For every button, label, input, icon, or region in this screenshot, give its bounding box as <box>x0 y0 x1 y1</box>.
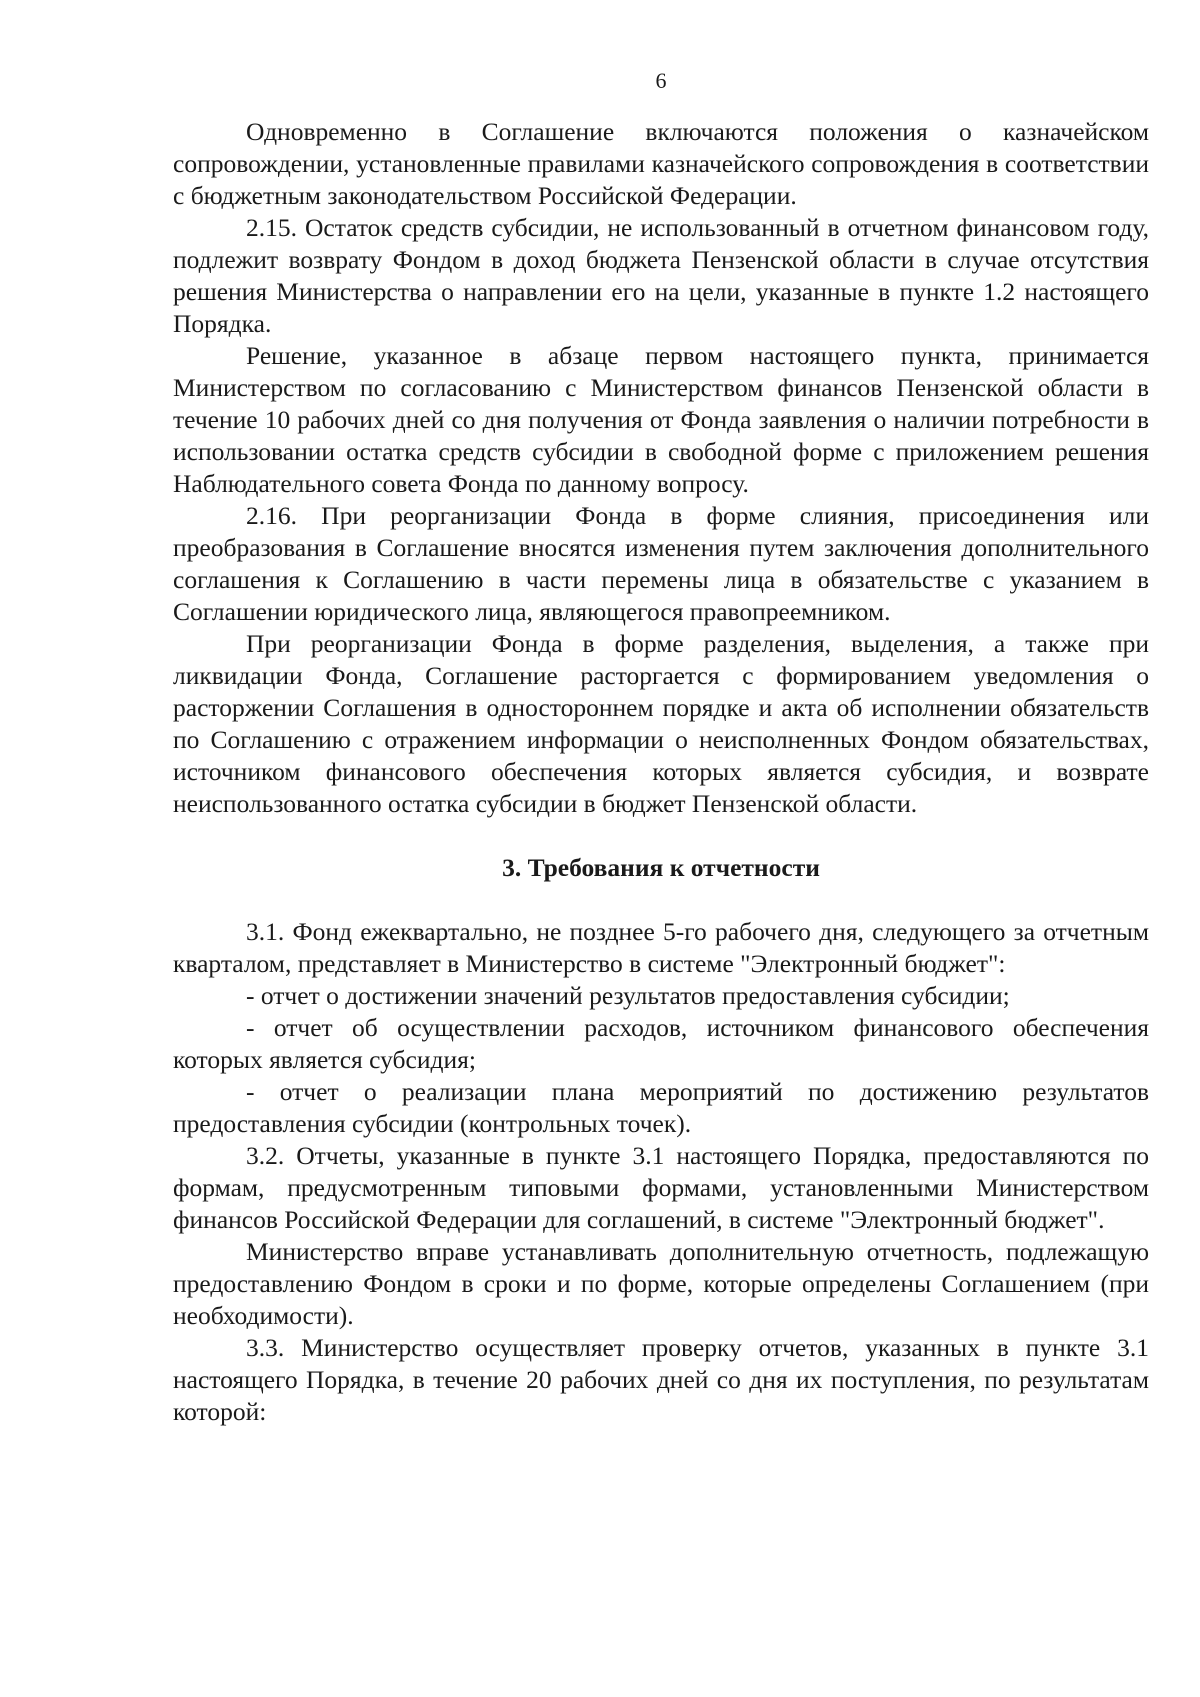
paragraph-3-1: 3.1. Фонд ежеквартально, не позднее 5-го рабочего дня, следующего за отчетным кварталом, представляет в Министерство в системе "Электронный бюджет": <box>173 917 1149 978</box>
page-number: 6 <box>655 68 667 93</box>
paragraph-3-2: 3.2. Отчеты, указанные в пункте 3.1 настоящего Порядка, предоставляются по формам, предусмотренным типовыми формами, установленными Министерством финансов Российской Федерации для соглашений, в системе "Электронный бюджет". <box>173 1141 1149 1234</box>
list-item-expenses-report: - отчет об осуществлении расходов, источником финансового обеспечения которых является субсидия; <box>173 1013 1149 1074</box>
list-item-results-report: - отчет о достижении значений результатов предоставления субсидии; <box>246 981 1010 1010</box>
section-heading-reporting: 3. Требования к отчетности <box>502 853 820 882</box>
paragraph-liquidation: При реорганизации Фонда в форме разделения, выделения, а также при ликвидации Фонда, Соглашение расторгается с формированием уведомления о расторжении Соглашения в одностороннем порядке и акта об исполнении обязательств по Соглашению с отражением информации о неисполненных Фондом обязательствах, источником финансового обеспечения которых является субсидия, и возврате неиспользованного остатка субсидии в бюджет Пензенской области. <box>173 629 1149 818</box>
paragraph-decision: Решение, указанное в абзаце первом настоящего пункта, принимается Министерством по согласованию с Министерством финансов Пензенской области в течение 10 рабочих дней со дня получения от Фонда заявления о наличии потребности в использовании остатка средств субсидии в свободной форме с приложением решения Наблюдательного совета Фонда по данному вопросу. <box>173 341 1149 498</box>
paragraph-additional-reporting: Министерство вправе устанавливать дополнительную отчетность, подлежащую предоставлению Фондом в сроки и по форме, которые определены Соглашением (при необходимости). <box>173 1237 1149 1330</box>
paragraph-treasury-support: Одновременно в Соглашение включаются положения о казначейском сопровождении, установленные правилами казначейского сопровождения в соответствии с бюджетным законодательством Российской Федерации. <box>173 117 1149 210</box>
list-item-plan-report: - отчет о реализации плана мероприятий по достижению результатов предоставления субсидии (контрольных точек). <box>173 1077 1149 1138</box>
paragraph-3-3: 3.3. Министерство осуществляет проверку отчетов, указанных в пункте 3.1 настоящего Порядка, в течение 20 рабочих дней со дня их поступления, по результатам которой: <box>173 1333 1149 1426</box>
document-page <box>173 66 1149 1428</box>
paragraph-2-15: 2.15. Остаток средств субсидии, не использованный в отчетном финансовом году, подлежит возврату Фондом в доход бюджета Пензенской области в случае отсутствия решения Министерства о направлении его на цели, указанные в пункте 1.2 настоящего Порядка. <box>173 213 1149 338</box>
paragraph-2-16: 2.16. При реорганизации Фонда в форме слияния, присоединения или преобразования в Соглашение вносятся изменения путем заключения дополнительного соглашения к Соглашению в части перемены лица в обязательстве с указанием в Соглашении юридического лица, являющегося правопреемником. <box>173 501 1149 626</box>
